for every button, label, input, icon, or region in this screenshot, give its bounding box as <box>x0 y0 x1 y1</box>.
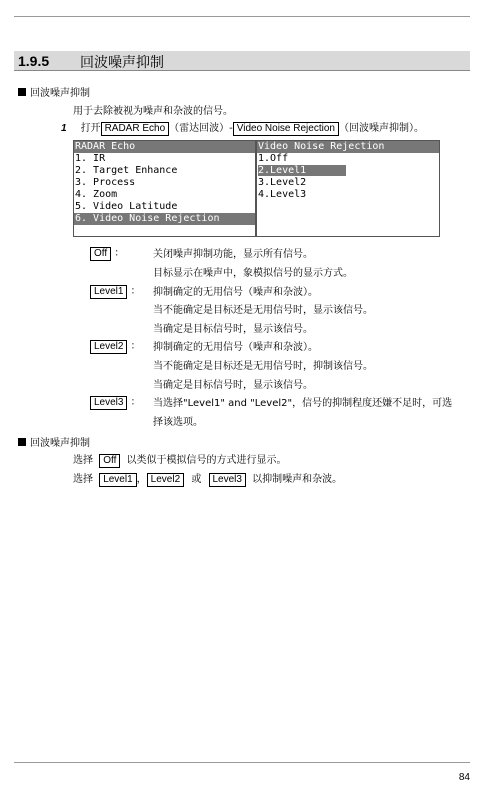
menu-item-level1-label: 2.Level1 <box>258 165 346 176</box>
step-key1-note: （雷达回波）- <box>169 123 233 134</box>
level2-key: Level2 <box>90 340 127 354</box>
select-off-line <box>73 451 287 468</box>
off-key: Off <box>99 454 120 468</box>
explanation-level2-line-2: 当不能确定是目标还是无用信号时，抑制该信号。 <box>153 361 373 372</box>
separator: ， <box>136 474 147 485</box>
video-noise-rejection-menu <box>256 140 440 237</box>
level3-key: Level3 <box>90 396 127 410</box>
step-number: 1 <box>61 123 67 134</box>
menu-title: Video Noise Rejection <box>257 141 439 153</box>
intro-text: 用于去除被视为噪声和杂波的信号。 <box>73 106 233 117</box>
explanation-level1 <box>90 282 141 299</box>
radar-echo-menu <box>73 140 256 237</box>
explanation-level3-line-1: 当选择"Level1" and "Level2"，信号的抑制程度还嫌不足时，可选 <box>153 398 453 409</box>
explanation-level1-line-2: 当不能确定是目标还是无用信号时，显示该信号。 <box>153 305 373 316</box>
section-header <box>14 51 470 71</box>
colon: ： <box>130 341 141 352</box>
menu-item-zoom[interactable]: 4. Zoom <box>75 189 118 200</box>
menu-title: RADAR Echo <box>74 141 255 153</box>
bottom-rule <box>14 762 470 763</box>
video-noise-rejection-key: Video Noise Rejection <box>233 122 339 136</box>
menu-item-video-latitude[interactable]: 5. Video Latitude <box>75 201 178 212</box>
menu-item-process[interactable]: 3. Process <box>75 177 136 188</box>
explanation-level2-line-1: 抑制确定的无用信号（噪声和杂波）。 <box>153 342 318 353</box>
or-text: 或 <box>191 474 202 485</box>
level1-key: Level1 <box>99 473 136 487</box>
explanation-level2-line-3: 当确定是目标信号时，显示该信号。 <box>153 380 313 391</box>
select-prefix: 选择 <box>73 455 93 466</box>
square-bullet-icon <box>18 438 26 446</box>
select-off-text: 以类似于模拟信号的方式进行显示。 <box>126 455 287 466</box>
off-key: Off <box>90 247 111 261</box>
explanation-level3 <box>90 393 141 410</box>
step-1 <box>61 119 424 136</box>
explanation-level1-line-1: 抑制确定的无用信号（噪声和杂波）。 <box>153 287 318 298</box>
explanation-level1-line-3: 当确定是目标信号时，显示该信号。 <box>153 324 313 335</box>
heading-text: 回波噪声抑制 <box>30 88 90 99</box>
select-levels-line <box>73 470 342 487</box>
explanation-off <box>90 244 124 261</box>
colon: ： <box>114 248 125 259</box>
heading-noise-rejection-2 <box>18 434 90 449</box>
explanation-level3-line-2: 择该选项。 <box>153 417 203 428</box>
menu-item-video-noise-rejection[interactable]: 6. Video Noise Rejection <box>74 213 255 225</box>
step-open-label: 打开 <box>80 123 101 134</box>
menu-item-level1[interactable] <box>257 165 439 177</box>
explanation-off-line-2: 目标显示在噪声中，象模拟信号的显示方式。 <box>153 268 353 279</box>
menu-item-target-enhance[interactable]: 2. Target Enhance <box>75 165 178 176</box>
section-number: 1.9.5 <box>18 53 50 69</box>
top-rule <box>14 16 470 17</box>
menu-item-off[interactable]: 1.Off <box>258 153 289 164</box>
explanation-level2 <box>90 337 141 354</box>
heading-text: 回波噪声抑制 <box>30 438 90 449</box>
menu-item-level2[interactable]: 3.Level2 <box>258 177 307 188</box>
select-prefix: 选择 <box>73 474 93 485</box>
menu-item-level3[interactable]: 4.Level3 <box>258 189 307 200</box>
colon: ： <box>130 286 141 297</box>
level1-key: Level1 <box>90 285 127 299</box>
page-number: 84 <box>458 772 470 783</box>
heading-noise-rejection <box>18 84 90 99</box>
menu-item-ir[interactable]: 1. IR <box>75 153 106 164</box>
section-title: 回波噪声抑制 <box>80 55 164 71</box>
step-key2-note: （回波噪声抑制）。 <box>338 123 424 134</box>
level3-key: Level3 <box>209 473 246 487</box>
colon: ： <box>130 397 141 408</box>
select-levels-text: 以抑制噪声和杂波。 <box>252 474 343 485</box>
level2-key: Level2 <box>147 473 184 487</box>
square-bullet-icon <box>18 88 26 96</box>
radar-echo-key: RADAR Echo <box>101 122 170 136</box>
explanation-off-line-1: 关闭噪声抑制功能，显示所有信号。 <box>153 249 313 260</box>
